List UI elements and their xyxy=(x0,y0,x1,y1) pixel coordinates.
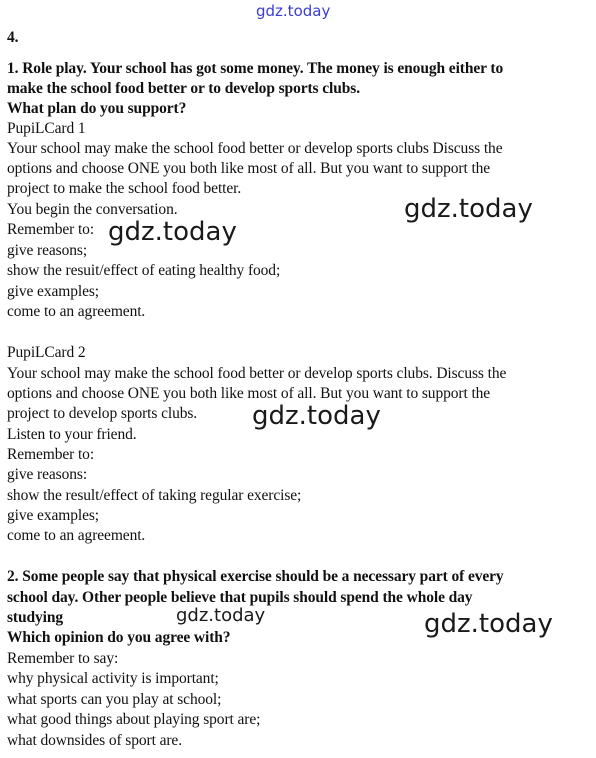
card2-line: give reasons: xyxy=(7,466,88,483)
task2-line: Remember to say: xyxy=(7,650,119,667)
card1-line: come to an agreement. xyxy=(7,303,146,320)
card2-line: Listen to your friend. xyxy=(7,426,137,443)
card2-line: give examples; xyxy=(7,507,100,524)
watermark: gdz.today xyxy=(108,217,237,247)
task-number: 4. xyxy=(7,29,19,46)
task1-question: What plan do you support? xyxy=(7,100,187,117)
card1-line: Remember to: xyxy=(7,221,95,238)
card2-title: PupiLCard 2 xyxy=(7,344,86,361)
card2-line: options and choose ONE you both like most of all. But you want to support the xyxy=(7,385,491,402)
watermark: gdz.today xyxy=(404,194,533,224)
task2-line: what downsides of sport are. xyxy=(7,732,182,749)
card2-line: come to an agreement. xyxy=(7,527,146,544)
card1-line: give reasons; xyxy=(7,242,88,259)
card2-line: Remember to: xyxy=(7,446,95,463)
task1-heading-line1: 1. Role play. Your school has got some money. The money is enough either to xyxy=(7,60,504,77)
card1-line: options and choose ONE you both like most of all. But you want to support the xyxy=(7,160,491,177)
task2-heading-line1: 2. Some people say that physical exercise should be a necessary part of every xyxy=(7,568,504,585)
watermark: gdz.today xyxy=(176,605,266,626)
task2-line: why physical activity is important; xyxy=(7,670,219,687)
card1-line: give examples; xyxy=(7,283,100,300)
task2-heading-line3: studying xyxy=(7,609,64,626)
card2-line: show the result/effect of taking regular exercise; xyxy=(7,487,302,504)
card1-line: show the resuit/effect of eating healthy food; xyxy=(7,262,281,279)
task2-heading-line2: school day. Other people believe that pupils should spend the whole day xyxy=(7,589,473,606)
card1-line: Your school may make the school food better or develop sports clubs Discuss the xyxy=(7,140,503,157)
task2-question: Which opinion do you agree with? xyxy=(7,629,231,646)
card2-line: project to develop sports clubs. xyxy=(7,405,198,422)
card1-line: project to make the school food better. xyxy=(7,180,242,197)
watermark: gdz.today xyxy=(252,401,381,431)
task2-line: what good things about playing sport are; xyxy=(7,711,261,728)
card1-title: PupiLCard 1 xyxy=(7,120,86,137)
card1-line: You begin the conversation. xyxy=(7,201,178,218)
card2-line: Your school may make the school food better or develop sports clubs. Discuss the xyxy=(7,365,507,382)
task1-heading-line2: make the school food better or to develop sports clubs. xyxy=(7,80,360,97)
watermark-top: gdz.today xyxy=(256,2,331,20)
task2-line: what sports can you play at school; xyxy=(7,691,222,708)
watermark: gdz.today xyxy=(424,609,553,639)
